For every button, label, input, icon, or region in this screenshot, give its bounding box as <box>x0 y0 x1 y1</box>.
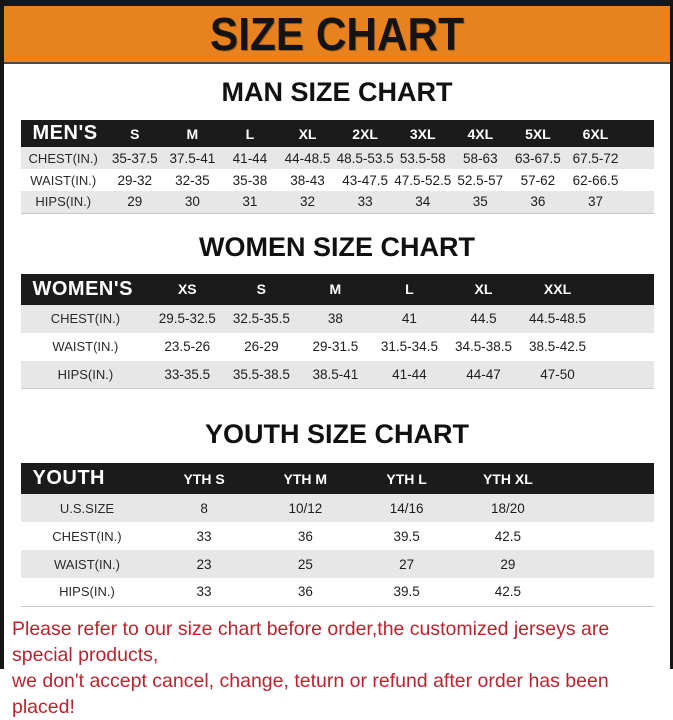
cell: 33 <box>196 528 212 544</box>
youth-waist-row <box>21 550 654 578</box>
cell: 41 <box>401 311 417 326</box>
cell: 52.5-57 <box>457 172 504 188</box>
cell: 38 <box>327 311 343 326</box>
men-waist-row <box>21 169 654 191</box>
cell: 47-50 <box>540 366 575 382</box>
youth-ussize-row <box>21 494 654 522</box>
cell: 42.5 <box>494 584 521 600</box>
cell: 39.5 <box>393 584 420 600</box>
women-waist-row <box>21 333 654 361</box>
cell: 14/16 <box>389 500 424 516</box>
men-column-header: 3XL <box>409 125 436 142</box>
women-column-header: M <box>329 281 342 297</box>
row-label: HIPS(IN.) <box>35 194 92 210</box>
cell: 48.5-53.5 <box>336 150 394 166</box>
cell: 33 <box>196 584 212 600</box>
cell: 38.5-42.5 <box>529 339 587 354</box>
filler-cell <box>559 578 654 606</box>
filler-cell <box>559 494 654 522</box>
cell: 38.5-41 <box>312 366 359 382</box>
cell: 53.5-58 <box>399 150 446 166</box>
row-label: HIPS(IN.) <box>59 584 115 600</box>
cell: 31 <box>242 194 258 210</box>
cell: 35.5-38.5 <box>232 366 290 382</box>
section-heading-women: WOMEN SIZE CHART <box>199 231 475 262</box>
youth-header-row <box>21 463 654 494</box>
row-label: CHEST(IN.) <box>28 150 98 166</box>
section-heading-youth: YOUTH SIZE CHART <box>204 419 469 449</box>
cell: 27 <box>399 556 415 572</box>
cell: 33-35.5 <box>164 366 211 382</box>
cell: 34 <box>415 194 431 210</box>
row-label: WAIST(IN.) <box>52 339 119 354</box>
youth-column-header: YTH M <box>283 470 328 487</box>
order-policy-line2: we don't accept cancel, change, teturn or refund after order has been placed! <box>12 669 609 718</box>
cell: 44.5 <box>470 311 497 326</box>
cell: 42.5 <box>494 528 521 544</box>
cell: 44-47 <box>466 366 501 382</box>
men-header-row <box>21 120 654 147</box>
filler-cell <box>595 305 654 333</box>
cell: 10/12 <box>288 500 323 516</box>
youth-hips-row <box>21 578 654 606</box>
cell: 29 <box>500 556 516 572</box>
cell: 26-29 <box>244 339 279 354</box>
cell: 44-48.5 <box>284 150 331 166</box>
cell: 57-62 <box>520 172 556 188</box>
filler-cell <box>624 120 653 147</box>
men-column-header: 5XL <box>525 125 551 142</box>
men-column-header: S <box>130 125 140 142</box>
women-column-header: XS <box>177 281 197 297</box>
filler-cell <box>595 361 654 389</box>
men-size-table <box>21 120 654 214</box>
cell: 37.5-41 <box>169 150 216 166</box>
youth-corner-label: YOUTH <box>32 467 105 489</box>
row-label: CHEST(IN.) <box>52 528 122 544</box>
cell: 43-47.5 <box>342 172 389 188</box>
cell: 8 <box>200 500 208 516</box>
cell: 36 <box>297 584 313 600</box>
row-label: HIPS(IN.) <box>57 366 114 382</box>
men-column-header: L <box>245 125 255 142</box>
women-column-header: L <box>405 281 414 297</box>
women-column-header: XXL <box>543 281 572 297</box>
cell: 39.5 <box>393 528 420 544</box>
filler-cell <box>559 550 654 578</box>
cell: 30 <box>184 194 200 210</box>
cell: 29-31.5 <box>312 339 359 354</box>
cell: 23 <box>196 556 212 572</box>
cell: 35-38 <box>232 172 268 188</box>
women-size-table <box>21 274 654 390</box>
women-column-header: XL <box>474 281 493 297</box>
row-label: WAIST(IN.) <box>53 556 120 572</box>
men-column-header: 2XL <box>352 125 378 142</box>
cell: 44.5-48.5 <box>529 311 587 326</box>
filler-cell <box>624 191 653 213</box>
filler-cell <box>595 333 654 361</box>
filler-cell <box>624 147 653 169</box>
row-label: WAIST(IN.) <box>30 172 97 188</box>
cell: 25 <box>297 556 313 572</box>
youth-chest-row <box>21 522 654 550</box>
cell: 29-32 <box>117 172 153 188</box>
cell: 63-67.5 <box>515 150 561 166</box>
row-label: CHEST(IN.) <box>50 311 121 326</box>
filler-cell <box>624 169 653 191</box>
women-header-row <box>21 274 654 305</box>
filler-cell <box>559 463 654 494</box>
men-chest-row <box>21 147 654 169</box>
filler-cell <box>559 522 654 550</box>
cell: 29 <box>127 194 143 210</box>
filler-cell <box>595 274 654 305</box>
men-hips-row <box>21 191 654 213</box>
cell: 35-37.5 <box>111 150 158 166</box>
cell: 34.5-38.5 <box>454 339 512 354</box>
men-corner-label: MEN'S <box>32 122 98 144</box>
men-column-header: 4XL <box>467 125 494 142</box>
cell: 18/20 <box>490 500 525 516</box>
banner <box>4 6 670 64</box>
row-label: U.S.SIZE <box>59 500 115 516</box>
cell: 32 <box>300 194 316 210</box>
section-heading-men: MAN SIZE CHART <box>221 77 453 107</box>
cell: 67.5-72 <box>572 150 619 166</box>
cell: 33 <box>357 194 373 210</box>
youth-column-header: YTH XL <box>482 470 533 487</box>
cell: 62-66.5 <box>572 172 619 188</box>
order-policy-line1: Please refer to our size chart before order,the customized jerseys are special products, <box>12 617 610 666</box>
youth-column-header: YTH L <box>386 470 427 487</box>
cell: 38-43 <box>290 172 325 188</box>
women-hips-row <box>21 361 654 389</box>
cell: 31.5-34.5 <box>380 339 438 354</box>
cell: 36 <box>530 194 546 210</box>
cell: 41-44 <box>232 150 268 166</box>
women-corner-label: WOMEN'S <box>32 277 133 300</box>
cell: 23.5-26 <box>164 339 211 354</box>
cell: 37 <box>587 194 604 210</box>
cell: 32-35 <box>175 172 210 188</box>
women-chest-row <box>21 305 654 333</box>
page-title: SIZE CHART <box>210 8 464 60</box>
cell: 29.5-32.5 <box>158 311 216 326</box>
men-column-header: M <box>186 125 199 142</box>
cell: 47.5-52.5 <box>394 172 452 188</box>
youth-column-header: YTH S <box>183 470 225 487</box>
men-column-header: XL <box>298 125 317 142</box>
cell: 36 <box>297 528 313 544</box>
cell: 32.5-35.5 <box>232 311 290 326</box>
cell: 41-44 <box>392 366 427 382</box>
women-column-header: S <box>256 281 266 297</box>
men-column-header: 6XL <box>582 125 609 142</box>
cell: 58-63 <box>463 150 498 166</box>
youth-size-table <box>21 463 654 607</box>
cell: 35 <box>472 194 488 210</box>
order-policy-note <box>12 616 670 720</box>
